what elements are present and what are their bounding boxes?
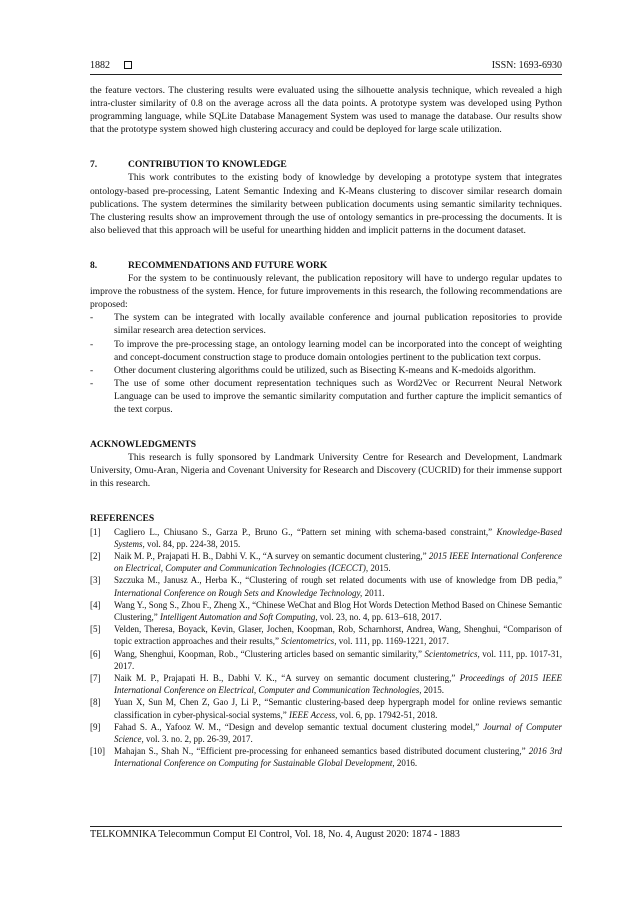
reference-number: [8]	[90, 697, 101, 708]
reference-text: Szczuka M., Janusz A., Herba K., “Clustering of rough set related documents with use of knowledge from DB pedia,”	[114, 575, 562, 586]
reference-text: Naik M. P., Prajapati H. B., Dabhi V. K., “A survey on semantic document clustering,”	[114, 672, 460, 683]
reference-source: Intelligent Automation and Soft Computing	[160, 611, 316, 622]
reference-text: Fahad S. A., Yafooz W. M., “Design and develop semantic textual document clustering model,”	[114, 721, 484, 732]
section-7-heading	[90, 158, 562, 171]
reference-text: Wang Y., Song S., Zhou F., Zheng X., “Chinese WeChat and Blog Hot Words Detection Method Based on Chinese Semantic Clustering,”	[114, 599, 562, 622]
page-number: 1882	[90, 60, 110, 71]
reference-item	[90, 599, 562, 623]
reference-item	[90, 648, 562, 672]
acknowledgments-text: This research is fully sponsored by Landmark University Centre for Research and Development, Landmark University, Omu-Aran, Nigeria and Covenant University for Research and Discovery (CUCRID) for their immense support in this research.	[90, 452, 562, 490]
reference-text: Naik M. P., Prajapati H. B., Dabhi V. K., “A survey on semantic document clustering,”	[114, 550, 429, 561]
reference-details: 2015.	[368, 563, 391, 574]
reference-details: 2011.	[362, 587, 385, 598]
reference-text: Yuan X, Sun M, Chen Z, Gao J, Li P., “Semantic clustering-based deep hypergraph model for online reviews semantic classification in cyber-physical-social systems,”	[114, 697, 562, 720]
reference-item	[90, 623, 562, 647]
section-8-number: 8.	[90, 259, 98, 271]
reference-item	[90, 672, 562, 696]
list-item	[90, 338, 562, 364]
reference-item	[90, 745, 562, 769]
reference-number: [5]	[90, 624, 101, 635]
list-item-text: The system can be integrated with locally available conference and journal publication repositories to provide similar research area detection services.	[114, 312, 562, 337]
list-item	[90, 364, 562, 377]
square-bullet-icon	[124, 61, 132, 69]
reference-details: vol. 6, pp. 17942-51, 2018.	[337, 709, 438, 720]
reference-text: Cagliero L., Chiusano S., Garza P., Bruno G., “Pattern set mining with schema-based constraint,”	[114, 526, 497, 537]
section-8-text: For the system to be continuously relevant, the publication repository will have to undergo regular updates to improve the robustness of the system. Hence, for future improvements in this research, the following recommendations are proposed:	[90, 273, 562, 311]
reference-source: Scientometrics,	[424, 648, 480, 659]
reference-details: , vol. 23, no. 4, pp. 613–618, 2017.	[315, 611, 442, 622]
reference-details: vol. 3. no. 2, pp. 26-39, 2017.	[143, 733, 253, 744]
list-item-text: Other document clustering algorithms could be utilized, such as Bisecting K-means and K-medoids algorithm.	[114, 364, 536, 376]
reference-text: Velden, Theresa, Boyack, Kevin, Glaser, Jochen, Koopman, Rob, Scharnhorst, Andrea, Wang, Shenghui, “Comparison of topic extraction approaches and their results,”	[114, 624, 562, 647]
reference-number: [6]	[90, 648, 101, 659]
list-item	[90, 377, 562, 416]
dash-bullet: -	[90, 364, 94, 376]
reference-source: Proceedings of 2015 IEEE International Conference on Electrical, Computer and Communication Technologies,	[114, 672, 562, 696]
reference-number: [4]	[90, 599, 101, 610]
section-8-title: RECOMMENDATIONS AND FUTURE WORK	[128, 259, 328, 271]
footer-rule	[90, 826, 562, 827]
page-footer: TELKOMNIKA Telecommun Comput El Control, Vol. 18, No. 4, August 2020: 1874 - 1883	[90, 829, 460, 840]
reference-details: vol. 111, pp. 1017-31, 2017.	[114, 648, 562, 671]
reference-number: [1]	[90, 526, 101, 537]
reference-source: IEEE Access,	[289, 709, 338, 720]
recommendations-list	[90, 311, 562, 416]
dash-bullet: -	[90, 377, 94, 389]
reference-source: Scientometrics	[281, 636, 335, 647]
section-8-heading	[90, 259, 562, 272]
reference-text: Wang, Shenghui, Koopman, Rob., “Clustering articles based on semantic similarity,”	[114, 648, 425, 659]
intro-paragraph: the feature vectors. The clustering results were evaluated using the silhouette analysis technique, which revealed a high intra-cluster similarity of 0.8 on the average across all the data points. A prototype system was developed using Python programming language, while SQLite Database Management System was used to manage the database. Our results show that the prototype system showed high clustering accuracy and could be deployed for large scale utilization.	[90, 85, 562, 136]
reference-source: International Conference on Rough Sets and Knowledge Technology,	[114, 587, 363, 598]
section-7-text: This work contributes to the existing body of knowledge by developing a prototype system that integrates ontology-based pre-processing, Latent Semantic Indexing and K-Means clustering to discover similar research domain publications. The system determines the similarity between publication documents using semantic similarity techniques. The clustering results show an improvement through the use of ontology semantics in pre-processing the documents. It is also believed that this approach will be useful for unearthing hidden and implicit patterns in the document dataset.	[90, 172, 562, 236]
references-heading: REFERENCES	[90, 513, 155, 525]
reference-details: 2016.	[394, 758, 418, 769]
reference-number: [10]	[90, 746, 105, 757]
section-7-number: 7.	[90, 159, 98, 171]
issn-label: ISSN: 1693-6930	[491, 60, 562, 71]
page-body	[90, 84, 562, 770]
list-item	[90, 311, 562, 337]
reference-item	[90, 574, 562, 598]
reference-item	[90, 721, 562, 745]
dash-bullet: -	[90, 338, 94, 350]
reference-source: 2015 IEEE International Conference on Electrical, Computer and Communication Technologies (ICECCT),	[114, 550, 562, 574]
reference-source: Knowledge-Based Systems,	[114, 526, 562, 549]
reference-source: 2016 3rd International Conference on Computing for Sustainable Global Development,	[114, 746, 563, 769]
reference-details: , vol. 111, pp. 1169-1221, 2017.	[334, 636, 449, 647]
acknowledgments-heading: ACKNOWLEDGMENTS	[90, 439, 197, 451]
list-item-text: The use of some other document representation techniques such as Word2Vec or Recurrent Neural Network Language can be used to improve the semantic similarity computation and further capture the implicit semantics of the text corpus.	[114, 377, 562, 415]
section-7-title: CONTRIBUTION TO KNOWLEDGE	[128, 159, 287, 171]
reference-number: [3]	[90, 575, 101, 586]
reference-text: Mahajan S., Shah N., “Efficient pre-processing for enhaneed semantics based distributed document clustering,”	[114, 746, 529, 757]
reference-details: vol. 84, pp. 224-38, 2015.	[144, 538, 241, 549]
dash-bullet: -	[90, 312, 94, 324]
reference-item	[90, 696, 562, 720]
list-item-text: To improve the pre-processing stage, an ontology learning model can be incorporated into the concept of weighting and concept-document construction stage to produce domain ontologies pertinent to the publication text corpus.	[114, 338, 562, 363]
header-rule	[90, 74, 562, 75]
reference-number: [2]	[90, 550, 101, 561]
reference-details: 2015.	[421, 685, 445, 696]
reference-item	[90, 526, 562, 550]
reference-number: [7]	[90, 672, 101, 683]
reference-source: Journal of Computer Science,	[114, 721, 563, 744]
reference-number: [9]	[90, 721, 101, 732]
page-header	[90, 60, 562, 74]
references-list	[90, 526, 562, 770]
reference-item	[90, 550, 562, 574]
